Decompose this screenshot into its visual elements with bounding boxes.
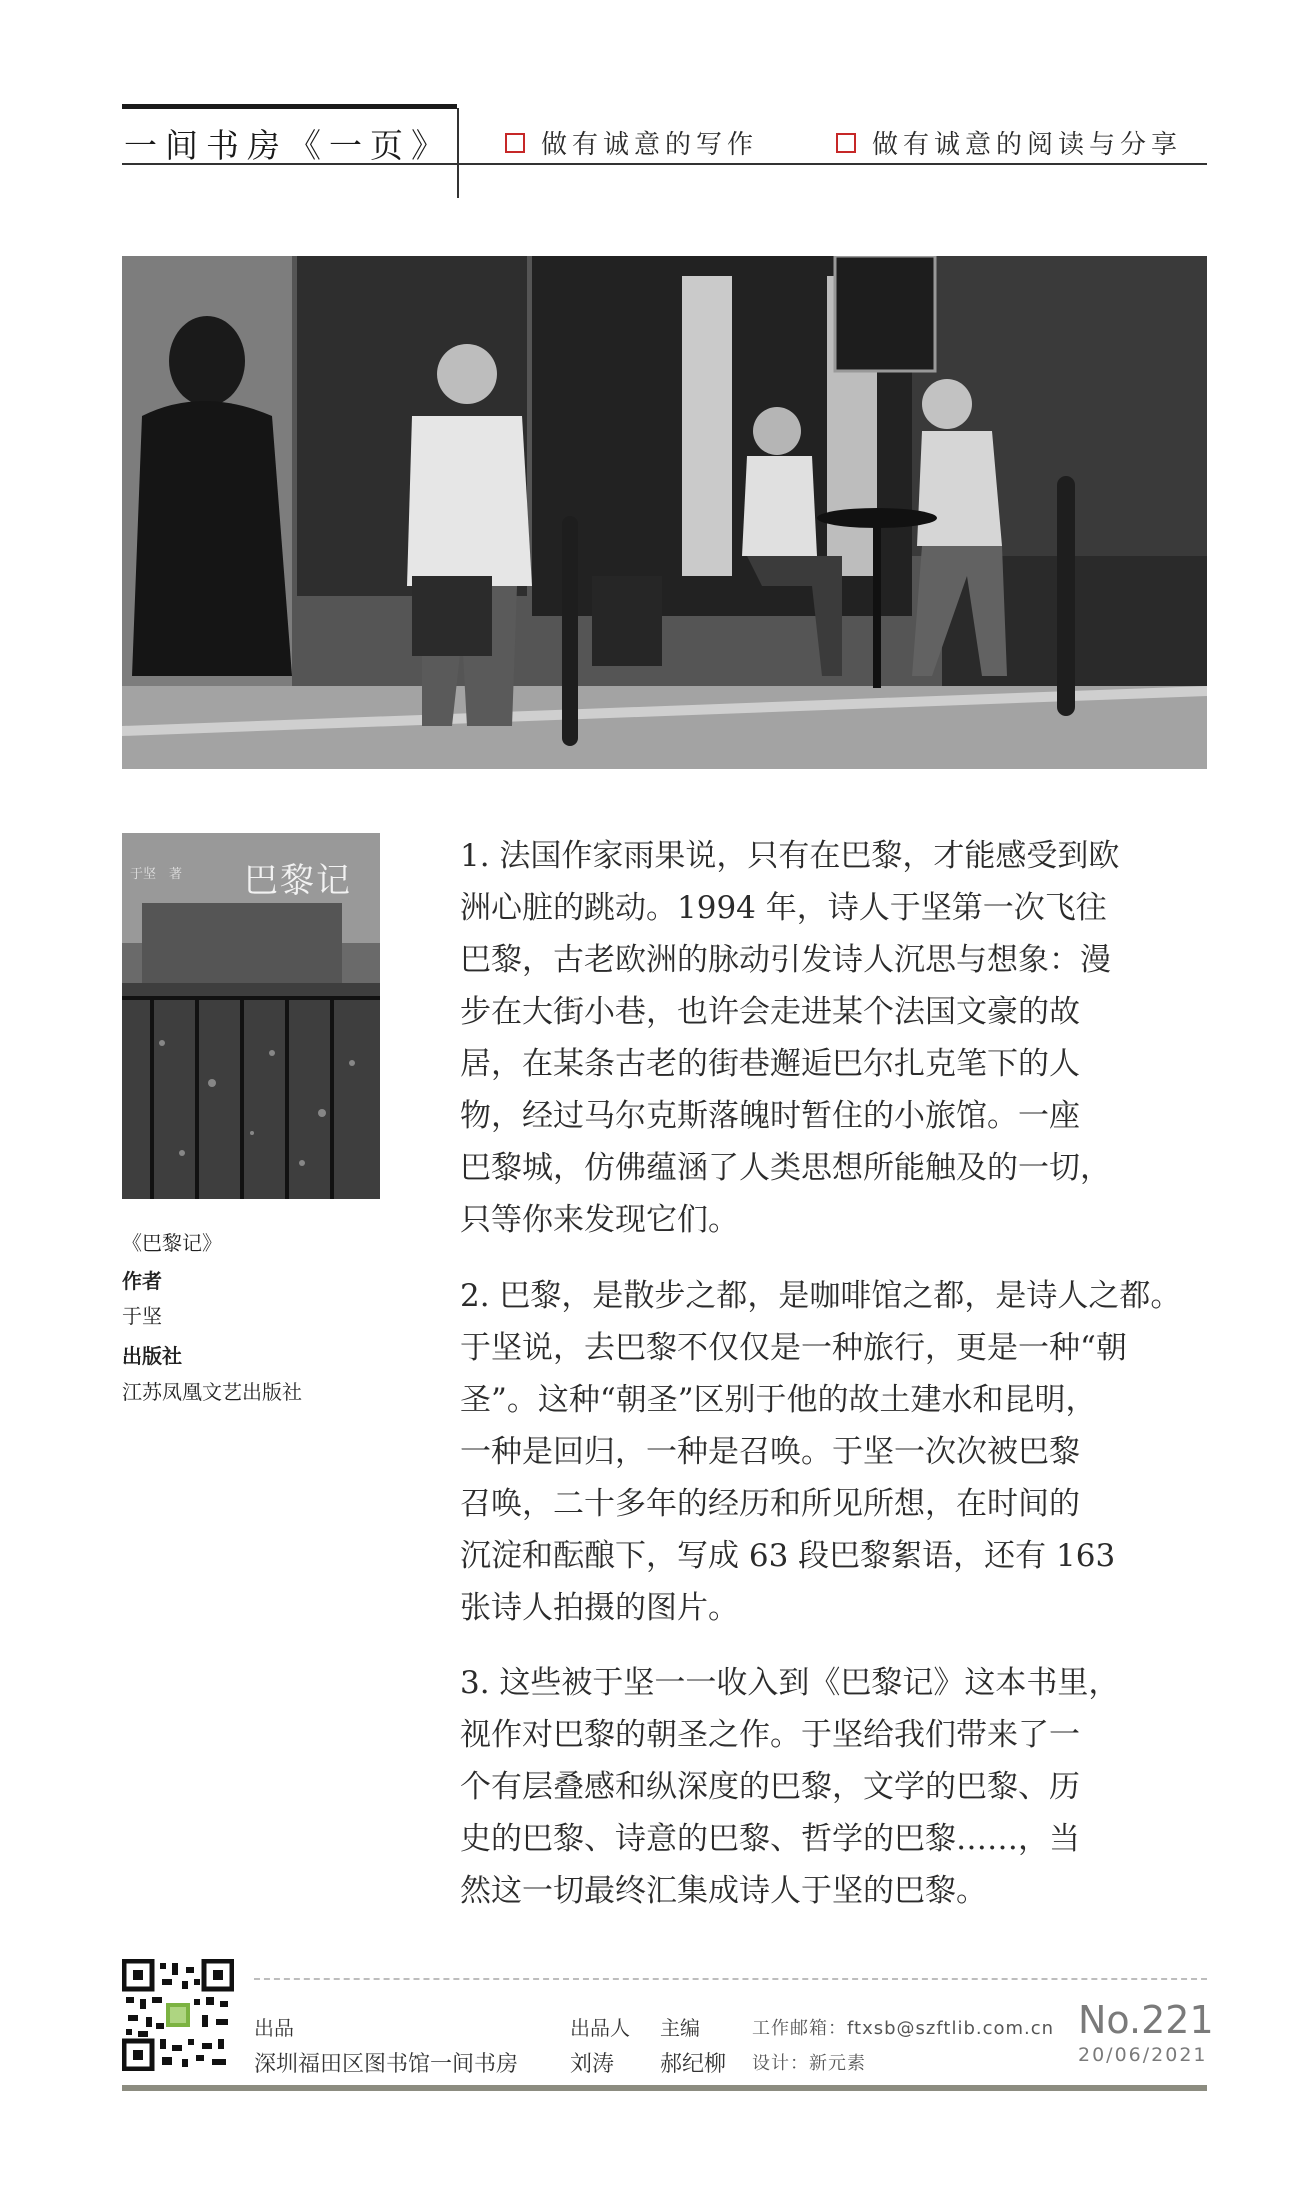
checkbox-icon <box>836 133 856 153</box>
slogan-reading-text: 做有诚意的阅读与分享 <box>872 130 1183 160</box>
issue-number: No.221 <box>1078 1998 1214 2042</box>
paragraph-line: 史的巴黎、诗意的巴黎、哲学的巴黎……，当 <box>460 1821 1080 1857</box>
author-label: 作者 <box>122 1269 162 1293</box>
design-credit: 设计：新元素 <box>752 2053 866 2074</box>
publisher-label: 出版社 <box>122 1344 182 1368</box>
bottom-bar <box>122 2085 1207 2091</box>
paragraph-line: 然这一切最终汇集成诗人于坚的巴黎。 <box>460 1873 987 1909</box>
paragraph-line: 巴黎，古老欧洲的脉动引发诗人沉思与想象：漫 <box>460 942 1111 978</box>
paragraph-line: 一种是回归，一种是召唤。于坚一次次被巴黎 <box>460 1434 1080 1470</box>
paragraph-line: 沉淀和酝酿下，写成 63 段巴黎絮语，还有 163 <box>460 1538 1116 1574</box>
paragraph-line: 3. 这些被于坚一一收入到《巴黎记》这本书里， <box>460 1665 1120 1701</box>
publisher-name: 江苏凤凰文艺出版社 <box>122 1380 302 1404</box>
contact-email[interactable]: 工作邮箱：ftxsb@szftlib.com.cn <box>752 2018 1055 2039</box>
producer-name: 深圳福田区图书馆一间书房 <box>254 2052 519 2077</box>
cover-title: 巴黎记 <box>244 861 352 901</box>
publisher-person: 刘涛 <box>570 2052 615 2077</box>
author-name: 于坚 <box>122 1304 162 1328</box>
paragraph-line: 物，经过马尔克斯落魄时暂住的小旅馆。一座 <box>460 1098 1080 1134</box>
cover-author: 于坚 著 <box>130 867 183 882</box>
qr-code-icon <box>122 1959 234 2071</box>
paragraph-line: 个有层叠感和纵深度的巴黎，文学的巴黎、历 <box>460 1769 1080 1805</box>
paragraph-line: 巴黎城，仿佛蕴涵了人类思想所能触及的一切， <box>460 1150 1111 1186</box>
paragraph-line: 只等你来发现它们。 <box>460 1202 739 1238</box>
editor-person: 郝纪柳 <box>660 2052 727 2077</box>
paragraph-line: 洲心脏的跳动。1994 年，诗人于坚第一次飞往 <box>460 890 1107 926</box>
footer-divider <box>254 1978 1207 1980</box>
header-divider <box>457 108 459 198</box>
street-scene-illustration <box>122 256 1207 769</box>
slogan-writing-text: 做有诚意的写作 <box>541 130 759 160</box>
paragraph-3 <box>460 1657 1208 1917</box>
slogan-writing <box>505 124 758 161</box>
checkbox-icon <box>505 133 525 153</box>
paragraph-line: 步在大街小巷，也许会走进某个法国文豪的故 <box>460 994 1080 1030</box>
editor-label: 主编 <box>660 2016 700 2040</box>
issue-date: 20/06/2021 <box>1078 2044 1208 2066</box>
paragraph-2 <box>460 1270 1208 1634</box>
producer-label: 出品 <box>254 2016 294 2040</box>
slogan-reading <box>836 124 1182 161</box>
paragraph-line: 于坚说，去巴黎不仅仅是一种旅行，更是一种“朝 <box>460 1330 1127 1366</box>
paragraph-1 <box>460 830 1208 1246</box>
paragraph-line: 2. 巴黎，是散步之都，是咖啡馆之都，是诗人之都。 <box>460 1278 1182 1314</box>
qr-code[interactable] <box>122 1959 234 2071</box>
paragraph-line: 圣”。这种“朝圣”区别于他的故土建水和昆明， <box>460 1382 1097 1418</box>
book-cover <box>122 833 380 1199</box>
book-title: 《巴黎记》 <box>122 1231 222 1255</box>
hero-photo <box>122 256 1207 769</box>
paragraph-line: 居，在某条古老的街巷邂逅巴尔扎克笔下的人 <box>460 1046 1080 1082</box>
paragraph-line: 1. 法国作家雨果说，只有在巴黎，才能感受到欧 <box>460 838 1120 874</box>
paragraph-line: 视作对巴黎的朝圣之作。于坚给我们带来了一 <box>460 1717 1080 1753</box>
brand-title: 一间书房《一页》 <box>124 126 452 165</box>
paragraph-line: 张诗人拍摄的图片。 <box>460 1590 739 1626</box>
publisher-label: 出品人 <box>570 2016 630 2040</box>
paragraph-line: 召唤，二十多年的经历和所见所想，在时间的 <box>460 1486 1080 1522</box>
header-top-bar <box>122 104 457 109</box>
